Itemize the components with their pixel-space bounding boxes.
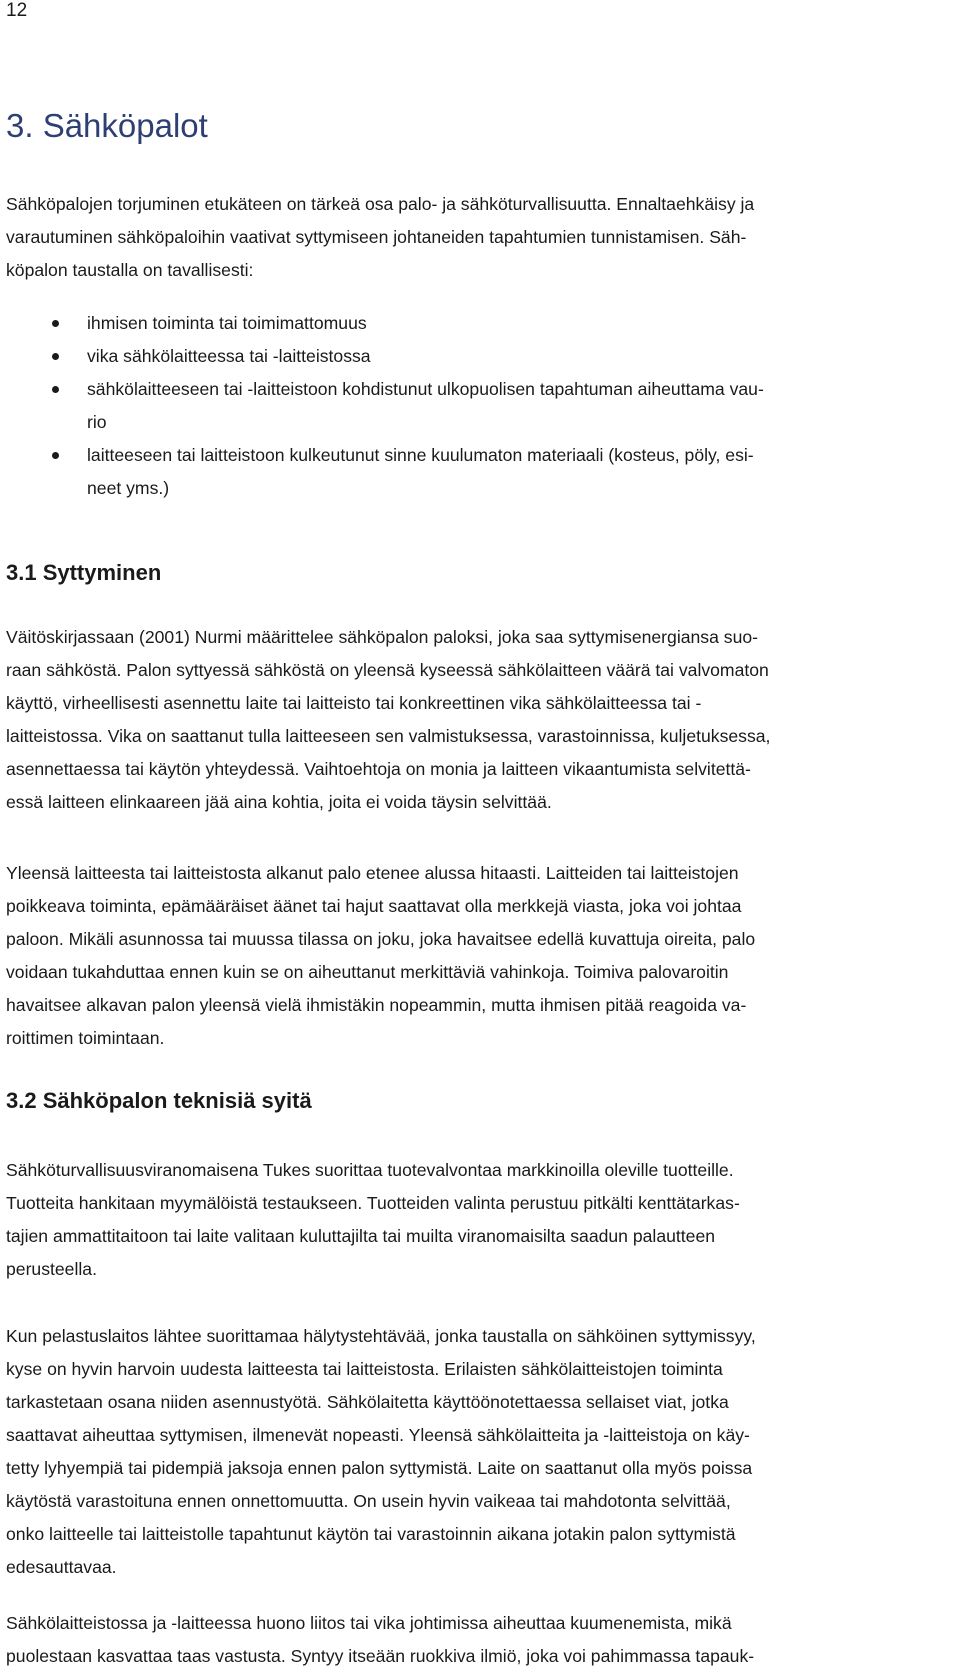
text-line: laitteeseen tai laitteistoon kulkeutunut sinne kuulumaton materiaali (kosteus, pöly, esi- <box>87 445 754 465</box>
list-item <box>6 439 946 505</box>
bullet-icon <box>52 320 59 327</box>
text-line: rio <box>87 412 107 432</box>
text-line: tajien ammattitaitoon tai laite valitaan kuluttajilta tai muilta viranomaisilta saadun palautteen <box>6 1226 716 1246</box>
text-line: puolestaan kasvattaa taas vastusta. Syntyy itseään ruokkiva ilmiö, joka voi pahimmassa tapauk- <box>6 1646 755 1666</box>
list-item <box>6 373 946 439</box>
text-line: onko laitteelle tai laitteistolle tapahtunut käytön tai varastoinnin aikana jotakin palon syttymistä <box>6 1524 736 1544</box>
bullet-icon <box>52 386 59 393</box>
text-line: laitteistossa. Vika on saattanut tulla laitteeseen sen valmistuksessa, varastoinnissa, kuljetuksessa, <box>6 726 771 746</box>
text-line: varautuminen sähköpaloihin vaativat syttymiseen johtaneiden tapahtumien tunnistamisen. Säh- <box>6 227 747 247</box>
text-line: essä laitteen elinkaareen jää aina kohtia, joita ei voida täysin selvittää. <box>6 792 552 812</box>
text-line: Väitöskirjassaan (2001) Nurmi määrittelee sähköpalon paloksi, joka saa syttymisenergiansa suo- <box>6 627 759 647</box>
cause-list <box>6 307 946 505</box>
text-line: edesauttavaa. <box>6 1557 117 1577</box>
text-line: asennettaessa tai käytön yhteydessä. Vaihtoehtoja on monia ja laitteen vikaantumista selvitettä- <box>6 759 751 779</box>
text-line: tetty lyhyempiä tai pidempiä jaksoja ennen palon syttymistä. Laite on saattanut olla myös poissa <box>6 1458 753 1478</box>
chapter-heading: 3. Sähköpalot <box>6 107 208 144</box>
bullet-icon <box>52 452 59 459</box>
text-line: käytöstä varastoituna ennen onnettomuutta. On usein hyvin vaikeaa tai mahdotonta selvittää, <box>6 1491 731 1511</box>
text-line: raan sähköstä. Palon syttyessä sähköstä on yleensä kyseessä sähkölaitteen väärä tai valvomaton <box>6 660 769 680</box>
text-line: poikkeava toiminta, epämääräiset äänet tai hajut saattavat olla merkkejä viasta, joka voi johtaa <box>6 896 742 916</box>
text-line: voidaan tukahduttaa ennen kuin se on aiheuttanut merkittäviä vahinkoja. Toimiva palovaroitin <box>6 962 729 982</box>
bullet-icon <box>52 353 59 360</box>
list-item <box>6 307 946 340</box>
text-line: ihmisen toiminta tai toimimattomuus <box>87 313 367 333</box>
text-line: neet yms.) <box>87 478 170 498</box>
text-line: köpalon taustalla on tavallisesti: <box>6 260 254 280</box>
text-line: roittimen toimintaan. <box>6 1028 165 1048</box>
text-line: Tuotteita hankitaan myymälöistä testaukseen. Tuotteiden valinta perustuu pitkälti kenttätarkas- <box>6 1193 740 1213</box>
list-item <box>6 340 946 373</box>
text-line: käyttö, virheellisesti asennettu laite tai laitteisto tai konkreettinen vika sähkölaitteessa tai - <box>6 693 702 713</box>
text-line: Yleensä laitteesta tai laitteistosta alkanut palo etenee alussa hitaasti. Laitteiden tai laitteistojen <box>6 863 739 883</box>
intro-paragraph <box>6 188 946 287</box>
section-3-1-paragraph-2 <box>6 857 946 1055</box>
text-line: saattavat aiheuttaa syttymisen, ilmenevät nopeasti. Yleensä sähkölaitteita ja -laitteistoja on käy- <box>6 1425 750 1445</box>
section-heading-3-1: 3.1 Syttyminen <box>6 560 162 585</box>
text-line: havaitsee alkavan palon yleensä vielä ihmistäkin nopeammin, mutta ihmisen pitää reagoida va- <box>6 995 747 1015</box>
text-line: paloon. Mikäli asunnossa tai muussa tilassa on joku, joka havaitsee edellä kuvattuja oireita, palo <box>6 929 756 949</box>
text-line: sähkölaitteeseen tai -laitteistoon kohdistunut ulkopuolisen tapahtuman aiheuttama vau- <box>87 379 764 399</box>
text-line: Sähkölaitteistossa ja -laitteessa huono liitos tai vika johtimissa aiheuttaa kuumenemista, mikä <box>6 1613 732 1633</box>
section-heading-3-2: 3.2 Sähköpalon teknisiä syitä <box>6 1088 312 1113</box>
text-line: kyse on hyvin harvoin uudesta laitteesta tai laitteistosta. Erilaisten sähkölaitteistojen toiminta <box>6 1359 723 1379</box>
text-line: Kun pelastuslaitos lähtee suorittamaa hälytystehtävää, jonka taustalla on sähköinen syttymissyy, <box>6 1326 756 1346</box>
section-3-2-paragraph-3 <box>6 1607 946 1673</box>
text-line: tarkastetaan osana niiden asennustyötä. Sähkölaitetta käyttöönotettaessa sellaiset viat, jotka <box>6 1392 729 1412</box>
text-line: perusteella. <box>6 1259 97 1279</box>
text-line: Sähköturvallisuusviranomaisena Tukes suorittaa tuotevalvontaa markkinoilla oleville tuotteille. <box>6 1160 734 1180</box>
section-3-1-paragraph-1 <box>6 621 946 819</box>
page-number: 12 <box>6 0 28 21</box>
text-line: Sähköpalojen torjuminen etukäteen on tärkeä osa palo- ja sähköturvallisuutta. Ennaltaehkäisy ja <box>6 194 755 214</box>
section-3-2-paragraph-1 <box>6 1154 946 1286</box>
text-line: vika sähkölaitteessa tai -laitteistossa <box>87 346 371 366</box>
section-3-2-paragraph-2 <box>6 1320 946 1584</box>
